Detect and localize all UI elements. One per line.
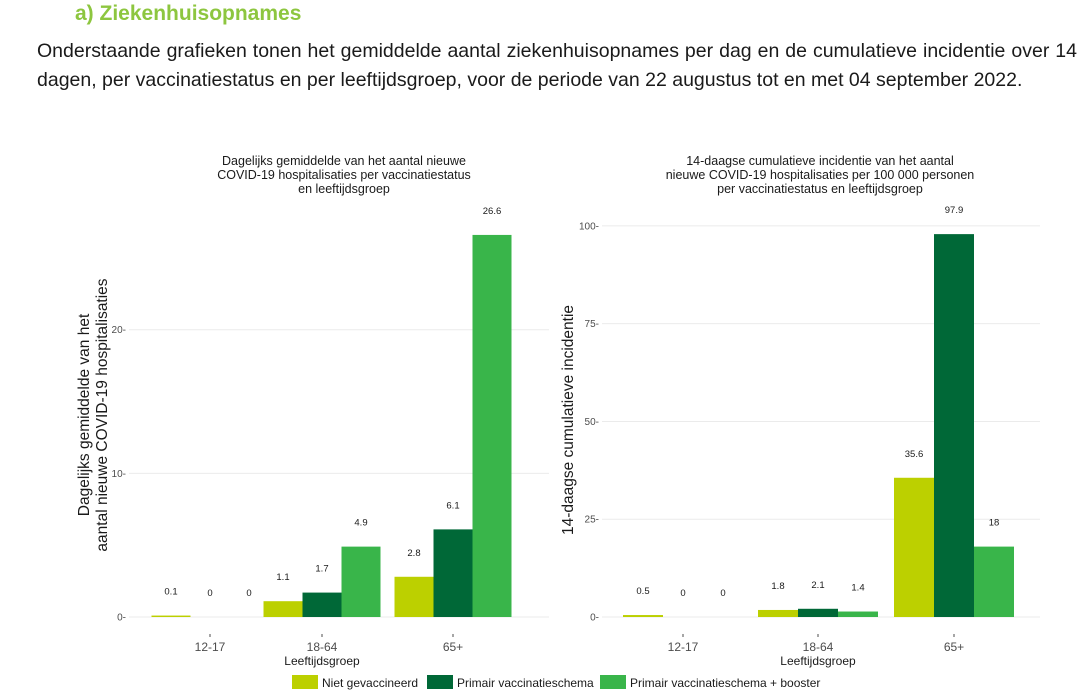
chart-2-bar (974, 547, 1014, 617)
chart-2-bar (623, 615, 663, 617)
chart-2-ytick-label: 50- (584, 416, 599, 428)
chart-1-data-label: 0.1 (164, 586, 178, 598)
chart-1-ylabel-line: Dagelijks gemiddelde van het (76, 313, 93, 517)
chart-1-data-label: 0 (246, 588, 252, 599)
chart-1-xlabel: Leeftijdsgroep (284, 654, 360, 668)
chart-1-data-label: 0 (207, 588, 213, 599)
chart-1-title-line: COVID-19 hospitalisaties per vaccinatiestatus (217, 168, 471, 182)
chart-1-xtick-label: 18-64 (306, 640, 338, 654)
chart-1-xtick-label: 65+ (442, 640, 464, 654)
legend-swatch (427, 675, 453, 689)
chart-1-bar (264, 601, 303, 617)
chart-1-data-label: 1.1 (276, 572, 290, 584)
chart-2-bar (934, 234, 974, 617)
chart-2-bar (798, 609, 838, 617)
chart-2-ytick-label: 75- (584, 319, 599, 331)
chart-1-ytick-label: 10- (111, 468, 126, 480)
chart-2-xtick-label: 65+ (943, 640, 965, 654)
chart-2-ytick-label: 25- (584, 514, 599, 526)
legend-item-label: Primair vaccinatieschema + booster (630, 676, 821, 690)
chart-1-ytick-label: 20- (111, 325, 126, 337)
chart-2-title-line: nieuwe COVID-19 hospitalisaties per 100 000 personen (665, 168, 975, 182)
chart-2-data-label: 97.9 (944, 205, 964, 217)
chart-1-data-label: 2.8 (407, 547, 421, 559)
chart-2-bar (894, 478, 934, 617)
chart-1-xtick-label: 12-17 (194, 640, 226, 654)
chart-1-title-line: Dagelijks gemiddelde van het aantal nieuwe (222, 154, 466, 168)
intro-paragraph: Onderstaande grafieken tonen het gemiddelde aantal ziekenhuisopnames per dag en de cumulatieve incidentie over 14 dagen, per vaccinatiestatus en per leeftijdsgroep, voor de periode van 22 augustus tot en met 04 september 2022. (37, 40, 1077, 91)
chart-2-title-line: 14-daagse cumulatieve incidentie van het aantal (686, 154, 954, 168)
chart-2-bar (838, 612, 878, 617)
chart-2-bar (758, 610, 798, 617)
chart-2-xtick-label: 18-64 (802, 640, 834, 654)
chart-2-data-label: 1.4 (851, 582, 865, 594)
section-heading: a) Ziekenhuisopnames (75, 2, 302, 25)
chart-2-xlabel: Leeftijdsgroep (780, 654, 856, 668)
chart-1-bar (152, 616, 191, 617)
chart-2-ytick-label: 0- (590, 612, 599, 624)
chart-2-data-label: 2.1 (811, 579, 825, 591)
chart-2-data-label: 0.5 (636, 586, 650, 598)
chart-2-ytick-label: 100- (578, 221, 599, 233)
legend-item-label: Primair vaccinatieschema (457, 676, 594, 690)
chart-1-bar (473, 235, 512, 617)
chart-2-ylabel-line: 14-daagse cumulatieve incidentie (560, 304, 577, 536)
chart-1-bar (395, 577, 434, 617)
chart-1-title-line: en leeftijdsgroep (298, 182, 390, 196)
chart-1-data-label: 1.7 (315, 563, 329, 575)
legend-item-label: Niet gevaccineerd (322, 676, 419, 690)
chart-1-ylabel-line: aantal nieuwe COVID-19 hospitalisaties (94, 278, 111, 552)
chart-2-data-label: 1.8 (771, 580, 785, 592)
chart-1-ytick-label: 0- (117, 612, 126, 624)
legend-swatch (292, 675, 318, 689)
chart-1-bar (303, 593, 342, 617)
chart-2-data-label: 18 (988, 517, 1000, 529)
chart-2-title-line: per vaccinatiestatus en leeftijdsgroep (717, 182, 923, 196)
chart-1-data-label: 4.9 (354, 517, 368, 529)
chart-2-data-label: 35.6 (904, 448, 924, 460)
chart-2-data-label: 0 (680, 588, 686, 599)
chart-1-bar (342, 547, 381, 617)
chart-1-bar (434, 529, 473, 617)
chart-1-data-label: 6.1 (446, 500, 460, 512)
legend-swatch (600, 675, 626, 689)
chart-2-data-label: 0 (720, 588, 726, 599)
chart-2-xtick-label: 12-17 (667, 640, 699, 654)
chart-1-data-label: 26.6 (482, 205, 502, 217)
